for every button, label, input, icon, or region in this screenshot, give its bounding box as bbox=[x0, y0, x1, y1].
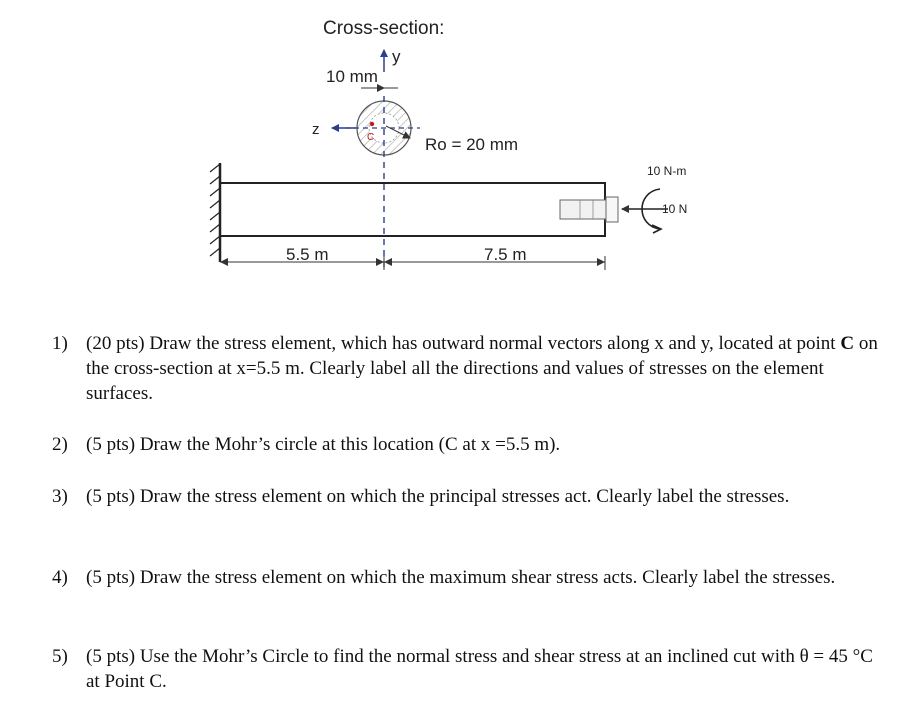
beam-figure bbox=[0, 0, 899, 300]
end-fitting bbox=[560, 200, 606, 219]
length-1-label: 5.5 m bbox=[286, 245, 329, 264]
cross-section-title: Cross-section: bbox=[323, 18, 445, 39]
point-c-marker bbox=[370, 122, 374, 126]
question-text: (5 pts) Draw the stress element on which the maximum shear stress acts. Clearly label the stresses. bbox=[86, 567, 836, 588]
question-number: 1) bbox=[52, 333, 68, 354]
question-number: 2) bbox=[52, 434, 68, 455]
length-2-label: 7.5 m bbox=[484, 245, 527, 264]
question-number: 3) bbox=[52, 486, 68, 507]
question-text: (5 pts) Draw the Mohr’s circle at this location (C at x =5.5 m). bbox=[86, 434, 561, 455]
y-axis-label: y bbox=[392, 47, 401, 66]
question-number: 4) bbox=[52, 567, 68, 588]
question-3 bbox=[52, 484, 882, 509]
question-5 bbox=[52, 644, 882, 694]
z-axis-label: z bbox=[312, 121, 320, 138]
beam-body bbox=[220, 183, 605, 236]
question-text: (5 pts) Use the Mohr’s Circle to find the normal stress and shear stress at an inclined cut with θ = 45 °C at Point C. bbox=[86, 646, 873, 692]
point-c-label: C bbox=[367, 132, 375, 143]
axial-force-label: 10 N bbox=[662, 202, 688, 216]
question-text: (20 pts) Draw the stress element, which has outward normal vectors along x and y, located at point C on the cross-section at x=5.5 m. Clearly label all the directions and values of stresses on the element surfaces. bbox=[86, 333, 878, 404]
wall-hatching bbox=[210, 164, 220, 256]
question-text: (5 pts) Draw the stress element on which the principal stresses act. Clearly label the stresses. bbox=[86, 486, 790, 507]
point-c-bold: C bbox=[840, 333, 855, 354]
end-nut bbox=[606, 197, 618, 222]
question-2 bbox=[52, 432, 882, 457]
question-number: 5) bbox=[52, 646, 68, 667]
outer-radius-label: Ro = 20 mm bbox=[425, 135, 519, 154]
wall-thickness-label: 10 mm bbox=[326, 67, 378, 86]
question-4 bbox=[52, 565, 882, 590]
moment-label: 10 N-m bbox=[647, 164, 687, 178]
question-1 bbox=[52, 331, 882, 406]
